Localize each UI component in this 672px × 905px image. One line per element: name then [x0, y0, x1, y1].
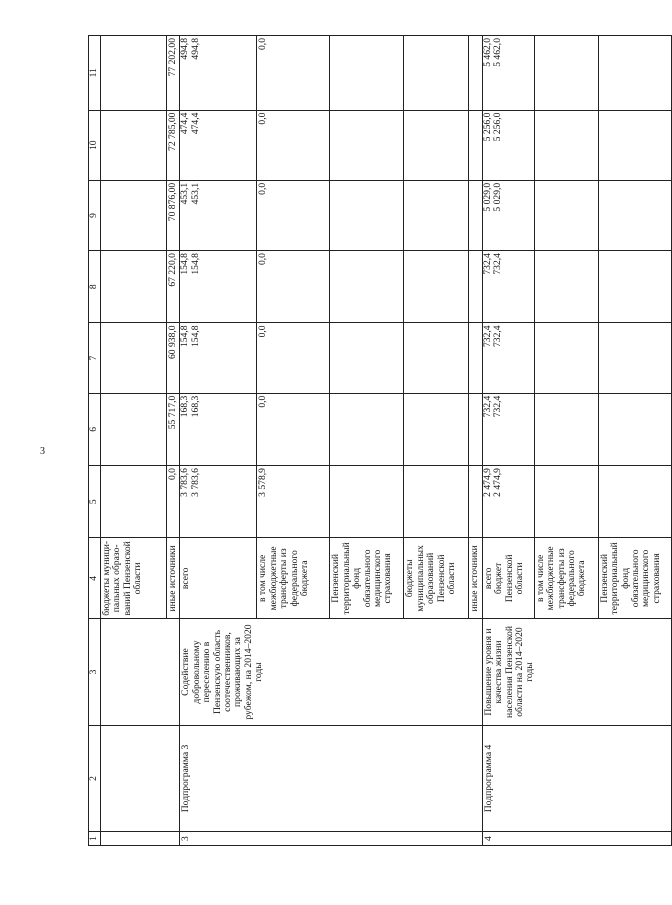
source-cell: всего бюджет Пензенской области: [482, 538, 534, 619]
value-cell: 3 783,6 3 783,6: [180, 466, 257, 538]
value-cell: [404, 466, 469, 538]
source-cell: в том числе межбюджетные трансферты из федерального бюджета: [534, 538, 598, 619]
value-cell: [534, 393, 598, 465]
row-number: 4: [482, 832, 671, 846]
value-cell: [469, 393, 482, 465]
col-header: 6: [89, 393, 101, 465]
value-cell: 0,0: [257, 251, 330, 323]
source-cell: бюджеты муници-пальных образо-ваний Пензенской области: [101, 538, 167, 619]
value-cell: 0,0: [257, 393, 330, 465]
value-cell: 77 202,00: [167, 36, 180, 111]
value-cell: [598, 393, 671, 465]
col-header: 8: [89, 251, 101, 323]
empty-cell: [101, 619, 180, 725]
value-cell: 732,4 732,4: [482, 393, 534, 465]
value-cell: [598, 323, 671, 393]
value-cell: [101, 36, 167, 111]
value-cell: [534, 466, 598, 538]
value-cell: [330, 180, 404, 250]
subprogram-name: Подпрограмма 3: [180, 725, 482, 831]
value-cell: [598, 466, 671, 538]
value-cell: [598, 251, 671, 323]
source-cell: Пензенский территориальный фонд обязательного медицинского страхования: [598, 538, 671, 619]
value-cell: [101, 180, 167, 250]
budget-table: [88, 35, 672, 846]
value-cell: [330, 36, 404, 111]
value-cell: [598, 110, 671, 180]
value-cell: [469, 323, 482, 393]
empty-cell: [101, 832, 180, 846]
value-cell: 453,1 453,1: [180, 180, 257, 250]
value-cell: 72 785,00: [167, 110, 180, 180]
value-cell: 168,3 168,3: [180, 393, 257, 465]
subprogram-title: Повышение уровня и качества жизни населения Пензенской области на 2014–2020 годы: [482, 619, 671, 725]
value-cell: 0,0: [257, 110, 330, 180]
value-cell: 494,8 494,8: [180, 36, 257, 111]
value-cell: 154,8 154,8: [180, 323, 257, 393]
value-cell: 2 474,9 2 474,9: [482, 466, 534, 538]
value-cell: 55 717,0: [167, 393, 180, 465]
value-cell: 732,4 732,4: [482, 251, 534, 323]
value-cell: [404, 110, 469, 180]
value-cell: [534, 251, 598, 323]
value-cell: [330, 393, 404, 465]
value-cell: 0,0: [257, 36, 330, 111]
value-cell: [534, 180, 598, 250]
value-cell: [404, 180, 469, 250]
value-cell: [101, 110, 167, 180]
value-cell: [330, 466, 404, 538]
row-number: 3: [180, 832, 482, 846]
value-cell: 5 256,0 5 256,0: [482, 110, 534, 180]
value-cell: [330, 110, 404, 180]
value-cell: 732,4 732,4: [482, 323, 534, 393]
col-header: 7: [89, 323, 101, 393]
value-cell: [101, 393, 167, 465]
value-cell: [469, 466, 482, 538]
col-header: 11: [89, 36, 101, 111]
value-cell: 67 220,0: [167, 251, 180, 323]
value-cell: [469, 110, 482, 180]
page-number: 3: [40, 446, 45, 457]
value-cell: 3 578,9: [257, 466, 330, 538]
col-header: 5: [89, 466, 101, 538]
value-cell: [404, 251, 469, 323]
value-cell: [404, 323, 469, 393]
value-cell: [598, 180, 671, 250]
col-header: 1: [89, 832, 101, 846]
subprogram-name: Подпрограмма 4: [482, 725, 671, 831]
source-cell: всего: [180, 538, 257, 619]
value-cell: [330, 251, 404, 323]
source-cell: иные источники: [167, 538, 180, 619]
value-cell: [469, 180, 482, 250]
table-row: [482, 36, 534, 846]
value-cell: 474,4 474,4: [180, 110, 257, 180]
col-header: 2: [89, 725, 101, 831]
source-cell: в том числе межбюджетные трансферты из федерального бюджета: [257, 538, 330, 619]
value-cell: [404, 36, 469, 111]
source-cell: Пензенский территориальный фонд обязательного медицинского страхования: [330, 538, 404, 619]
value-cell: [101, 466, 167, 538]
value-cell: [469, 251, 482, 323]
col-header: 4: [89, 538, 101, 619]
value-cell: [404, 393, 469, 465]
col-header: 3: [89, 619, 101, 725]
col-header: 9: [89, 180, 101, 250]
value-cell: [534, 323, 598, 393]
value-cell: 5 029,0 5 029,0: [482, 180, 534, 250]
value-cell: 70 876,00: [167, 180, 180, 250]
value-cell: [469, 36, 482, 111]
source-cell: иные источники: [469, 538, 482, 619]
source-cell: бюджеты муниципальных образований Пензенской области: [404, 538, 469, 619]
value-cell: [534, 110, 598, 180]
value-cell: [598, 36, 671, 111]
table-row: [101, 36, 167, 846]
value-cell: 0,0: [167, 466, 180, 538]
col-header: 10: [89, 110, 101, 180]
value-cell: [101, 251, 167, 323]
column-number-row: [89, 36, 101, 846]
value-cell: [330, 323, 404, 393]
value-cell: 5 462,0 5 462,0: [482, 36, 534, 111]
value-cell: [101, 323, 167, 393]
rotated-table-container: [88, 35, 662, 846]
value-cell: 60 938,0: [167, 323, 180, 393]
value-cell: 0,0: [257, 323, 330, 393]
subprogram-title: Содействие добровольному переселению в Пензенскую область соотечественников, проживающих за рубежом, на 2014–2020 годы: [180, 619, 482, 725]
table-row: [180, 36, 257, 846]
value-cell: [534, 36, 598, 111]
value-cell: 0,0: [257, 180, 330, 250]
empty-cell: [101, 725, 180, 831]
value-cell: 154,8 154,8: [180, 251, 257, 323]
